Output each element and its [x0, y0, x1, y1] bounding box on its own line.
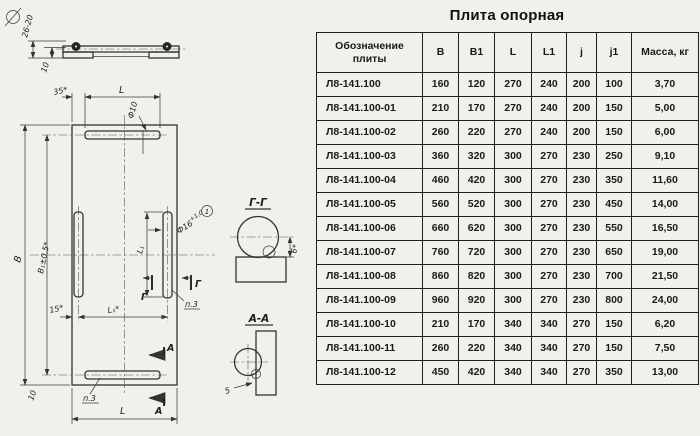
dimension-value: 170 — [459, 97, 495, 121]
dimension-value: 270 — [495, 73, 532, 97]
dimension-value: 350 — [597, 169, 632, 193]
plan-view — [12, 85, 215, 424]
dimension-value: 720 — [459, 241, 495, 265]
dimension-value: 19,00 — [632, 241, 699, 265]
dimension-value: 240 — [532, 97, 567, 121]
dimension-value: 860 — [423, 265, 459, 289]
diameter-mark-icon — [5, 8, 21, 26]
dimension-value: 5,00 — [632, 97, 699, 121]
dimension-value: 170 — [459, 313, 495, 337]
svg-text:А: А — [155, 406, 163, 417]
dim-35-label: 35* — [52, 85, 69, 97]
dimension-value: 760 — [423, 241, 459, 265]
plate-designation: Л8-141.100-08 — [317, 265, 423, 289]
dimension-value: 660 — [423, 217, 459, 241]
dimension-value: 150 — [597, 121, 632, 145]
table-title: Плита опорная — [449, 7, 565, 24]
section-view-GG — [230, 197, 300, 282]
dim-thickness-label: 26-20 — [20, 13, 35, 39]
dimension-value: 150 — [597, 97, 632, 121]
dimension-value: 300 — [495, 193, 532, 217]
table-row — [317, 97, 699, 121]
dimension-value: 820 — [459, 265, 495, 289]
dimension-value: 210 — [423, 313, 459, 337]
dimension-value: 7,50 — [632, 337, 699, 361]
dimension-value: 230 — [567, 217, 597, 241]
plate-designation: Л8-141.100-05 — [317, 193, 423, 217]
column-header: L1 — [532, 33, 567, 73]
dimension-value: 460 — [423, 169, 459, 193]
callout-p3-right — [172, 290, 200, 309]
table-row — [317, 289, 699, 313]
column-header: Масса, кг — [632, 33, 699, 73]
dimension-value: 270 — [532, 145, 567, 169]
dimension-value: 420 — [459, 169, 495, 193]
table-row — [317, 169, 699, 193]
section-AA-title: А-А — [248, 313, 270, 325]
dimension-value: 3,70 — [632, 73, 699, 97]
dimension-value: 300 — [495, 217, 532, 241]
dimension-value: 350 — [597, 361, 632, 385]
dimension-value: 220 — [459, 337, 495, 361]
dimension-value: 240 — [532, 121, 567, 145]
technical-drawing — [0, 0, 320, 436]
dimension-value: 300 — [495, 289, 532, 313]
table-row — [317, 265, 699, 289]
dimension-value: 260 — [423, 337, 459, 361]
dim-10-label: 10 — [39, 61, 52, 74]
dimension-value: 550 — [597, 217, 632, 241]
dim-5-label: 5 — [223, 385, 232, 396]
dimension-value: 270 — [495, 121, 532, 145]
dimension-value: 150 — [597, 313, 632, 337]
dim-6-label: 6* — [289, 243, 301, 255]
dimension-value: 230 — [567, 241, 597, 265]
section-view-AA — [224, 313, 276, 396]
dimension-value: 230 — [567, 289, 597, 313]
dimension-value: 300 — [495, 169, 532, 193]
dimension-value: 11,60 — [632, 169, 699, 193]
dimension-value: 230 — [567, 169, 597, 193]
dimension-value: 360 — [423, 145, 459, 169]
dimension-value: 200 — [567, 73, 597, 97]
dimension-value: 200 — [567, 121, 597, 145]
dimension-value: 120 — [459, 73, 495, 97]
dimension-value: 270 — [532, 193, 567, 217]
dimension-value: 450 — [423, 361, 459, 385]
table-row — [317, 121, 699, 145]
table-row — [317, 241, 699, 265]
dim-d16-label: $Ф16^{+1,0}$ — [175, 209, 205, 236]
plate-designation: Л8-141.100-09 — [317, 289, 423, 313]
table-row — [317, 313, 699, 337]
dimension-value: 100 — [597, 73, 632, 97]
dimension-value: 210 — [423, 97, 459, 121]
dim-B-label: В — [12, 254, 25, 264]
dimension-value: 340 — [495, 337, 532, 361]
plate-designation: Л8-141.100-07 — [317, 241, 423, 265]
callout-p3-bottom — [82, 378, 100, 403]
dimension-value: 6,00 — [632, 121, 699, 145]
dimension-value: 160 — [423, 73, 459, 97]
table-row — [317, 337, 699, 361]
dim-10-bottom-label: 10 — [26, 389, 39, 402]
dimension-value: 14,00 — [632, 193, 699, 217]
plate-designation: Л8-141.100-10 — [317, 313, 423, 337]
dimension-value: 16,50 — [632, 217, 699, 241]
svg-text:п.3: п.3 — [185, 300, 198, 309]
table-header-row — [317, 33, 699, 73]
section-GG-title: Г-Г — [249, 197, 267, 209]
dimension-value: 24,00 — [632, 289, 699, 313]
dim-15-label: 15* — [48, 303, 65, 315]
dimension-value: 270 — [567, 313, 597, 337]
dimension-value: 9,10 — [632, 145, 699, 169]
dimension-value: 230 — [567, 193, 597, 217]
plate-designation: Л8-141.100-12 — [317, 361, 423, 385]
dimension-value: 250 — [597, 145, 632, 169]
svg-text:Г: Г — [195, 279, 202, 290]
column-header: j1 — [597, 33, 632, 73]
dimension-value: 620 — [459, 217, 495, 241]
plate-designation: Л8-141.100 — [317, 73, 423, 97]
table-row — [317, 73, 699, 97]
dimension-value: 6,20 — [632, 313, 699, 337]
dim-B1-label: В₁±0,5* — [36, 241, 52, 275]
dimension-value: 960 — [423, 289, 459, 313]
dimension-value: 340 — [532, 337, 567, 361]
dimension-value: 260 — [423, 121, 459, 145]
table-row — [317, 193, 699, 217]
plate-designation: Л8-141.100-11 — [317, 337, 423, 361]
plate-designation: Л8-141.100-03 — [317, 145, 423, 169]
dimension-value: 21,50 — [632, 265, 699, 289]
svg-text:п.3: п.3 — [83, 394, 96, 403]
table-row — [317, 145, 699, 169]
dimension-value: 230 — [567, 265, 597, 289]
dimension-value: 800 — [597, 289, 632, 313]
dimension-value: 340 — [495, 361, 532, 385]
dimension-value: 560 — [423, 193, 459, 217]
plate-designation: Л8-141.100-06 — [317, 217, 423, 241]
dimension-value: 320 — [459, 145, 495, 169]
dimension-value: 340 — [532, 361, 567, 385]
dim-L1-star-label: L₁* — [107, 304, 120, 315]
side-view — [20, 14, 186, 74]
dimension-value: 200 — [567, 97, 597, 121]
dimension-value: 650 — [597, 241, 632, 265]
plate-designation: Л8-141.100-02 — [317, 121, 423, 145]
plate-designation: Л8-141.100-01 — [317, 97, 423, 121]
dimension-value: 340 — [532, 313, 567, 337]
dimension-value: 270 — [495, 97, 532, 121]
dimension-value: 13,00 — [632, 361, 699, 385]
dim-L-bottom-label: L — [120, 406, 126, 417]
plate-dimensions-table — [316, 32, 699, 385]
dim-L1-right-label: L₁ — [135, 244, 146, 255]
column-header: В1 — [459, 33, 495, 73]
dimension-value: 520 — [459, 193, 495, 217]
dimension-value: 240 — [532, 73, 567, 97]
dimension-value: 270 — [532, 241, 567, 265]
column-header: L — [495, 33, 532, 73]
table-row — [317, 217, 699, 241]
dimension-value: 420 — [459, 361, 495, 385]
dimension-value: 300 — [495, 265, 532, 289]
dimension-value: 700 — [597, 265, 632, 289]
table-body — [317, 73, 699, 385]
dimension-value: 150 — [597, 337, 632, 361]
dimension-value: 270 — [532, 289, 567, 313]
column-header: В — [423, 33, 459, 73]
dimension-value: 270 — [532, 169, 567, 193]
dimension-value: 230 — [567, 145, 597, 169]
dimension-value: 300 — [495, 241, 532, 265]
dimension-value: 270 — [567, 337, 597, 361]
callout-1 — [202, 206, 213, 217]
dimension-value: 920 — [459, 289, 495, 313]
svg-text:Г: Г — [141, 292, 148, 303]
plate-designation: Л8-141.100-04 — [317, 169, 423, 193]
column-header: Обозначение плиты — [317, 33, 423, 73]
dimension-value: 450 — [597, 193, 632, 217]
dimension-value: 270 — [532, 217, 567, 241]
dimension-value: 220 — [459, 121, 495, 145]
dimension-value: 270 — [567, 361, 597, 385]
dimension-value: 340 — [495, 313, 532, 337]
dimension-value: 270 — [532, 265, 567, 289]
svg-text:А: А — [167, 343, 175, 354]
dim-d10-label: Ф10 — [126, 100, 140, 120]
column-header: j — [567, 33, 597, 73]
table-row — [317, 361, 699, 385]
plate-table-section — [316, 7, 698, 385]
svg-text:1: 1 — [204, 208, 210, 216]
dim-L-top-label: L — [119, 85, 125, 96]
section-mark-A — [150, 343, 174, 417]
dimension-value: 300 — [495, 145, 532, 169]
